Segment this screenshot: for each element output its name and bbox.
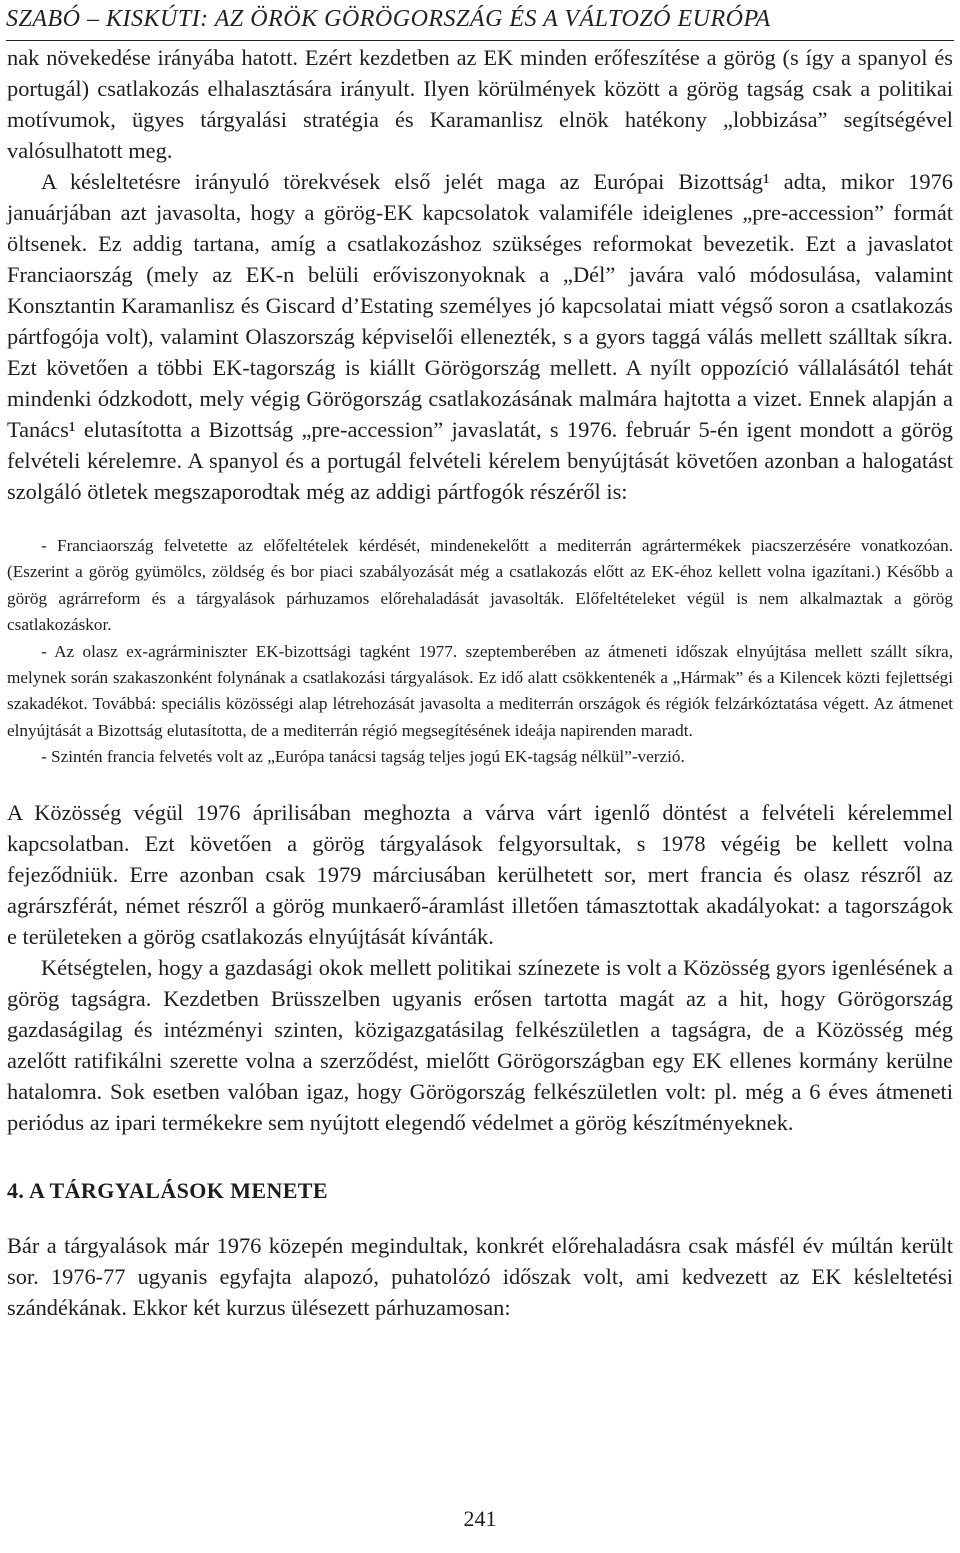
bullet-item-council: - Szintén francia felvetés volt az „Európa tanácsi tagság teljes jogú EK-tagság nélkül”-verzió. bbox=[41, 747, 685, 767]
header-divider bbox=[6, 40, 954, 41]
paragraph-3: A Közösség végül 1976 áprilisában meghozta a várva várt igenlő döntést a felvételi kérelemmel kapcsolatban. Ezt követően a görög tárgyalások felgyorsultak, s 1978 végéig be kellett volna fejeződniük. Erre azonban csak 1979 márciusában kerülhetett sor, mert francia és olasz részről az agrárszférát, német részről a görög munkaerő-áramlást illetően támasztottak akadályokat: a tagországok e területeken a görög csatlakozás elnyújtását kívánták. bbox=[7, 799, 953, 949]
running-header: SZABÓ – KISKÚTI: AZ ÖRÖK GÖRÖGORSZÁG ÉS A VÁLTOZÓ EURÓPA bbox=[6, 6, 771, 32]
paragraph-4: Kétségtelen, hogy a gazdasági okok mellett politikai színezete is volt a Közösség gyors igenlésének a görög tagságra. Kezdetben Brüsszelben ugyanis erősen tartotta magát az a hit, hogy Görögország gazdaságilag és intézményi szinten, közigazgatásilag felkészületlen a tagságra, de a Közösség még azelőtt ratifikálni szerette volna a szerződést, mielőtt Görögországban egy EK ellenes kormány kerülne hatalomra. Sok esetben valóban igaz, hogy Görögország felkészületlen volt: pl. még a 6 éves átmeneti periódus az ipari termékekre sem nyújtott elegendő védelmet a görög készítményeknek. bbox=[7, 954, 953, 1135]
page-body bbox=[7, 42, 953, 1323]
paragraph-2: A késleltetésre irányuló törekvések első jelét maga az Európai Bizottság¹ adta, mikor 1976 januárjában azt javasolta, hogy a görög-EK kapcsolatok valamiféle ideiglenes „pre-accession” formát öltsenek. Ez addig tartana, amíg a csatlakozáshoz szükséges reformokat bevezetik. Ezt a javaslatot Franciaország (mely az EK-n belüli erőviszonyoknak a „Dél” javára való módosulása, valamint Konsztantin Karamanlisz és Giscard d’Estating személyes jó kapcsolatai miatt végső soron a csatlakozás pártfogója volt), valamint Olaszország képviselői ellenezték, s a gyors taggá válás mellett szálltak síkra. Ezt követően a többi EK-tagország is kiállt Görögország mellett. A nyílt oppozíció vállalásától tehát mindenki ódzkodott, mely végig Görögország csatlakozásának malmára hajtotta a vizet. Ennek alapján a Tanács¹ elutasította a Bizottság „pre-accession” javaslatát, s 1976. február 5-én igent mondott a görög felvételi kérelemre. A spanyol és a portugál felvételi kérelem benyújtását követően azonban a halogatást szolgáló ötletek megszaporodtak még az addigi pártfogók részéről is: bbox=[7, 169, 953, 504]
bullet-item-france: - Franciaország felvetette az előfeltételek kérdését, mindenekelőtt a mediterrán agrártermékek piacszerzésére vonatkozóan. (Eszerint a görög gyümölcs, zöldség és bor piaci szabályozását még a csatlakozás előtt az EK-éhoz kellett volna igazítani.) Később a görög agrárreform és a tárgyalások párhuzamos előrehaladását javasolták. Előfeltételeket végül is nem alkalmaztak a görög csatlakozáskor. bbox=[7, 536, 953, 635]
section-heading: 4. A TÁRGYALÁSOK MENETE bbox=[7, 1177, 328, 1203]
paragraph-5: Bár a tárgyalások már 1976 közepén megindultak, konkrét előrehaladásra csak másfél év múltán került sor. 1976-77 ugyanis egyfajta alapozó, puhatolózó időszak volt, ami kedvezett az EK késleltetési szándékának. Ekkor két kurzus ülésezett párhuzamosan: bbox=[7, 1232, 953, 1320]
bullet-list bbox=[7, 533, 953, 771]
paragraph-1: nak növekedése irányába hatott. Ezért kezdetben az EK minden erőfeszítése a görög (s így a spanyol és portugál) csatlakozás elhalasztására irányult. Ilyen körülmények között a görög tagság csak a politikai motívumok, ügyes tárgyalási stratégia és Karamanlisz elnök hatékony „lobbizása” segítségével valósulhatott meg. bbox=[7, 45, 953, 163]
page-number: 241 bbox=[463, 1506, 497, 1531]
bullet-item-italy: - Az olasz ex-agrárminiszter EK-bizottsági tagként 1977. szeptemberében az átmeneti időszak elnyújtása mellett szállt síkra, melynek során szakaszonként folynának a csatlakozási tárgyalások. Ez idő alatt csökkentenék a „Hármak” és a Kilencek közti fejlettségi szakadékot. Továbbá: speciális közösségi alap létrehozását javasolta a mediterrán országok és régiók felzárkóztatása végett. Az átmenet elnyújtását a Bizottság elutasította, de a mediterrán régió megsegítésének ideája napirenden maradt. bbox=[7, 641, 953, 740]
